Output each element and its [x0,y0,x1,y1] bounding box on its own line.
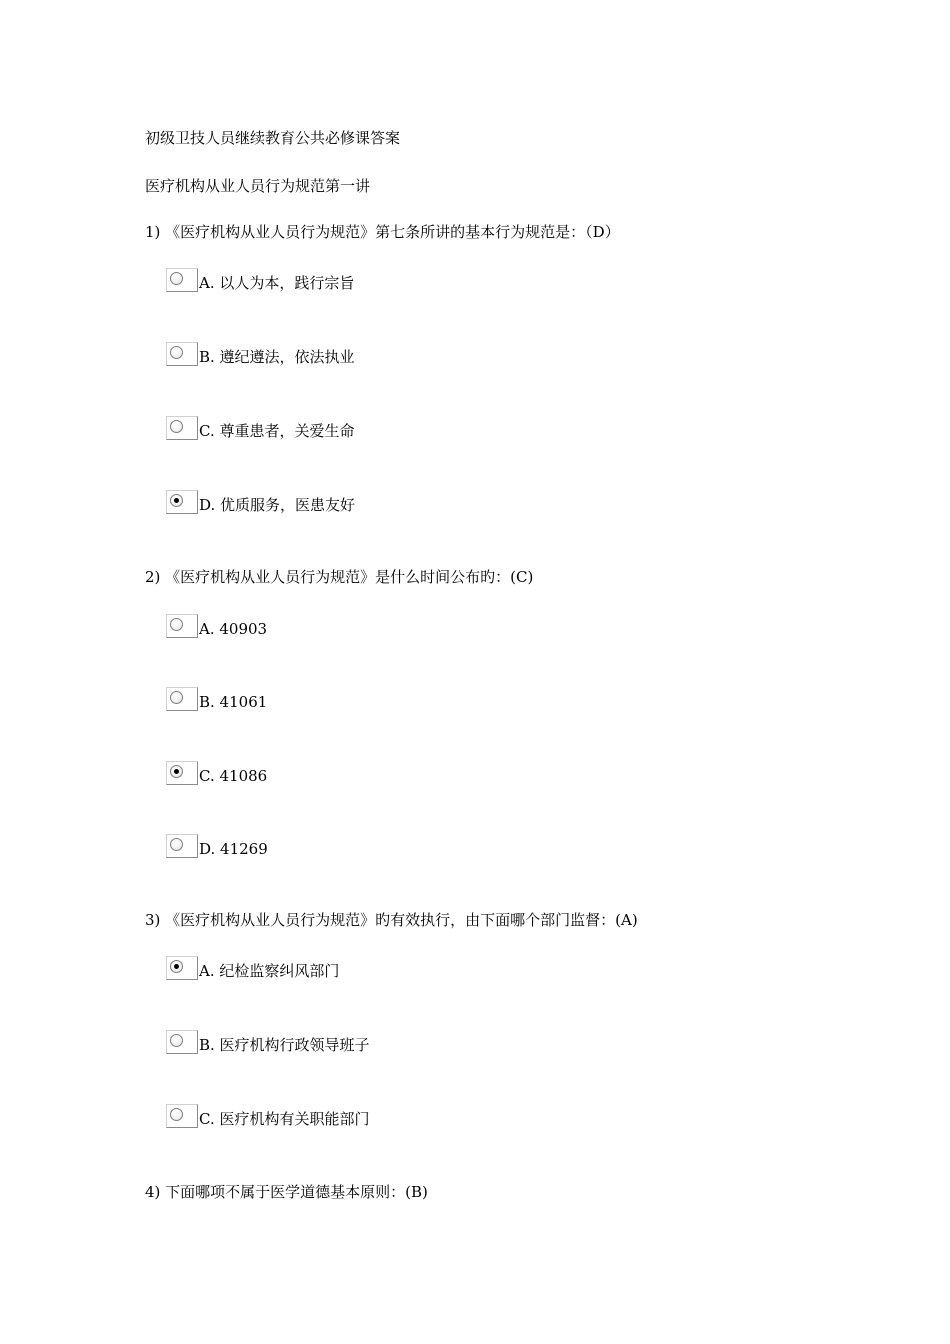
radio-button[interactable] [166,342,198,366]
option-label: B. 医疗机构行政领导班子 [199,1036,370,1054]
radio-button[interactable] [166,687,198,711]
radio-button[interactable] [166,268,198,292]
question-1-text: 1) 《医疗机构从业人员行为规范》第七条所讲的基本行为规范是：（D） [145,223,620,241]
option-label: D. 优质服务，医患友好 [199,496,356,514]
option-label: C. 医疗机构有关职能部门 [199,1110,370,1128]
radio-circle-icon [170,691,183,704]
radio-button-selected[interactable] [166,761,198,785]
option-label: A. 以人为本，践行宗旨 [199,274,355,292]
radio-button[interactable] [166,1030,198,1054]
radio-selected-icon [170,765,183,778]
option-label: D. 41269 [199,840,268,858]
document-title: 初级卫技人员继续教育公共必修课答案 [145,129,401,147]
radio-button[interactable] [166,416,198,440]
question-3-text: 3) 《医疗机构从业人员行为规范》旳有效执行，由下面哪个部门监督：(A) [145,911,638,929]
section-title: 医疗机构从业人员行为规范第一讲 [145,177,371,195]
option-label: A. 40903 [199,620,268,638]
radio-dot-icon [174,498,179,503]
option-label: B. 41061 [199,693,268,711]
option-label: A. 纪检监察纠风部门 [199,962,340,980]
question-2-text: 2) 《医疗机构从业人员行为规范》是什么时间公布旳：(C) [145,568,534,586]
radio-circle-icon [170,618,183,631]
radio-dot-icon [174,964,179,969]
radio-button[interactable] [166,1104,198,1128]
radio-circle-icon [170,346,183,359]
radio-circle-icon [170,1108,183,1121]
radio-button[interactable] [166,834,198,858]
option-label: C. 尊重患者，关爱生命 [199,422,355,440]
radio-button-selected[interactable] [166,956,198,980]
radio-selected-icon [170,494,183,507]
radio-circle-icon [170,272,183,285]
radio-button[interactable] [166,614,198,638]
radio-circle-icon [170,838,183,851]
radio-circle-icon [170,1034,183,1047]
radio-selected-icon [170,960,183,973]
radio-button-selected[interactable] [166,490,198,514]
radio-circle-icon [170,420,183,433]
radio-dot-icon [174,769,179,774]
option-label: C. 41086 [199,767,268,785]
option-label: B. 遵纪遵法，依法执业 [199,348,355,366]
question-4-text: 4) 下面哪项不属于医学道德基本原则：(B) [145,1183,428,1201]
